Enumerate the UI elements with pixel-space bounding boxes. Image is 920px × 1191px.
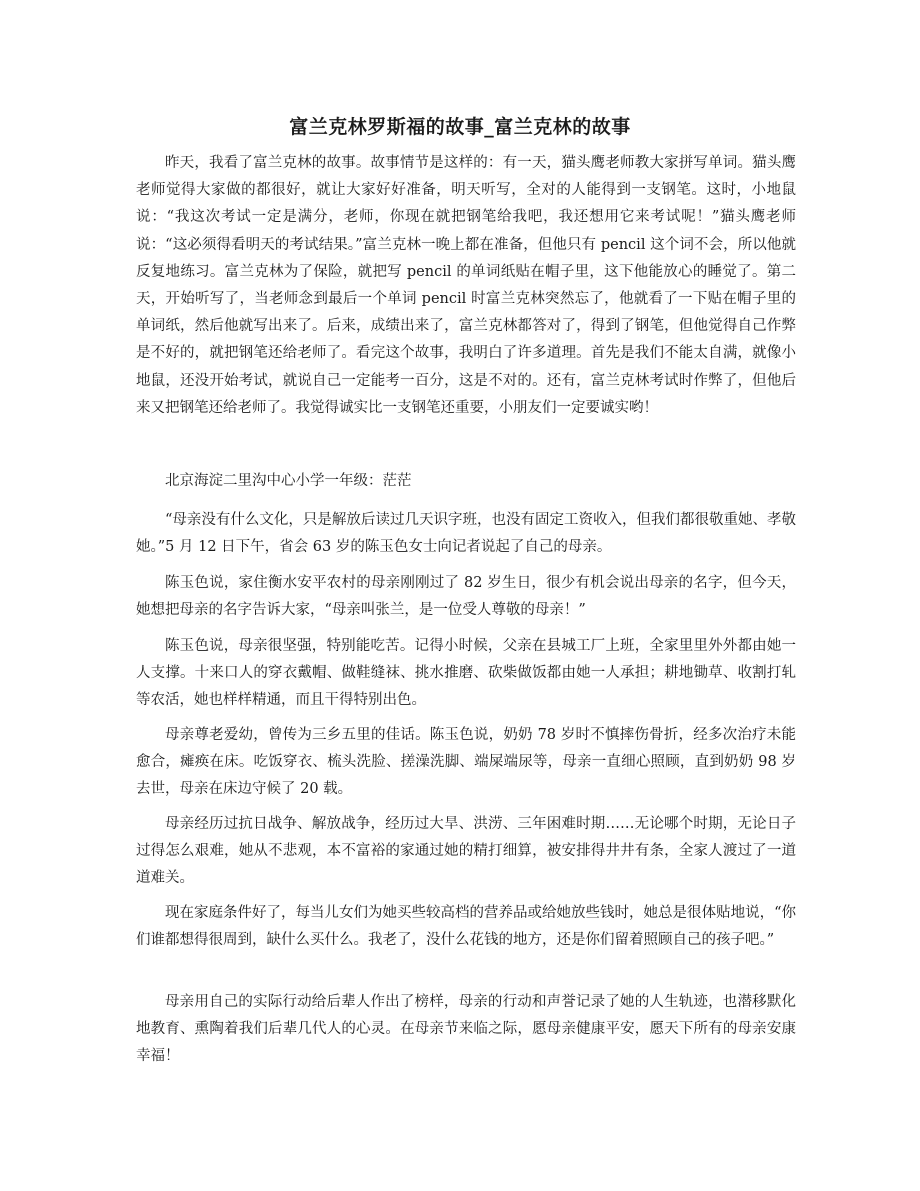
paragraph-mother-intro: “母亲没有什么文化，只是解放后读过几天识字班，也没有固定工资收入，但我们都很敬重她、孝敬她。”5 月 12 日下午，省会 63 岁的陈玉色女士向记者说起了自己的母亲。 bbox=[136, 512, 796, 556]
paragraph-author-line: 北京海淀二里沟中心小学一年级：茫茫 bbox=[165, 473, 412, 489]
paragraph-mother-hardships: 母亲经历过抗日战争、解放战争，经历过大旱、洪涝、三年困难时期……无论哪个时期，无论日子过得怎么艰难，她从不悲观，本不富裕的家通过她的精打细算，被安排得井井有条，全家人渡过了一道道难关。 bbox=[136, 816, 796, 887]
paragraph-mother-hardworking: 陈玉色说，母亲很坚强，特别能吃苦。记得小时候，父亲在县城工厂上班，全家里里外外都由她一人支撑。十来口人的穿衣戴帽、做鞋缝袜、挑水推磨、砍柴做饭都由她一人承担；耕地锄草、收割打轧等农活，她也样样精通，而且干得特别出色。 bbox=[136, 638, 796, 709]
paragraph-mother-today: 现在家庭条件好了，每当儿女们为她买些较高档的营养品或给她放些钱时，她总是很体贴地说，“你们谁都想得很周到，缺什么买什么。我老了，没什么花钱的地方，还是你们留着照顾自己的孩子吧。” bbox=[136, 905, 796, 949]
paragraph-mother-name: 陈玉色说，家住衡水安平农村的母亲刚刚过了 82 岁生日，很少有机会说出母亲的名字，但今天，她想把母亲的名字告诉大家，“母亲叫张兰，是一位受人尊敬的母亲！” bbox=[136, 575, 796, 619]
paragraph-mother-conclusion: 母亲用自己的实际行动给后辈人作出了榜样，母亲的行动和声誉记录了她的人生轨迹，也潜移默化地教育、熏陶着我们后辈几代人的心灵。在母亲节来临之际，愿母亲健康平安，愿天下所有的母亲安康幸福！ bbox=[136, 994, 796, 1065]
paragraph-mother-caring: 母亲尊老爱幼，曾传为三乡五里的佳话。陈玉色说，奶奶 78 岁时不慎摔伤骨折，经多次治疗未能愈合，瘫痪在床。吃饭穿衣、梳头洗脸、搓澡洗脚、端屎端尿等，母亲一直细心照顾，直到奶奶 98 岁去世，母亲在床边守候了 20 载。 bbox=[136, 727, 796, 798]
paragraph-franklin-story: 昨天，我看了富兰克林的故事。故事情节是这样的：有一天，猫头鹰老师教大家拼写单词。猫头鹰老师觉得大家做的都很好，就让大家好好准备，明天听写，全对的人能得到一支钢笔。这时，小地鼠说：“我这次考试一定是满分，老师，你现在就把钢笔给我吧，我还想用它来考试呢！”猫头鹰老师说：“这必须得看明天的考试结果。”富兰克林一晚上都在准备，但他只有 pencil 这个词不会，所以他就反复地练习。富兰克林为了保险，就把写 pencil 的单词纸贴在帽子里，这下他能放心的睡觉了。第二天，开始听写了，当老师念到最后一个单词 pencil 时富兰克林突然忘了，他就看了一下贴在帽子里的单词纸，然后他就写出来了。后来，成绩出来了，富兰克林都答对了，得到了钢笔，但他觉得自己作弊是不好的，就把钢笔还给老师了。看完这个故事，我明白了许多道理。首先是我们不能太自满，就像小地鼠，还没开始考试，就说自己一定能考一百分，这是不对的。还有，富兰克林考试时作弊了，但他后来又把钢笔还给老师了。我觉得诚实比一支钢笔还重要，小朋友们一定要诚实哟！ bbox=[136, 155, 796, 416]
page-title: 富兰克林罗斯福的故事_富兰克林的故事 bbox=[289, 116, 631, 138]
